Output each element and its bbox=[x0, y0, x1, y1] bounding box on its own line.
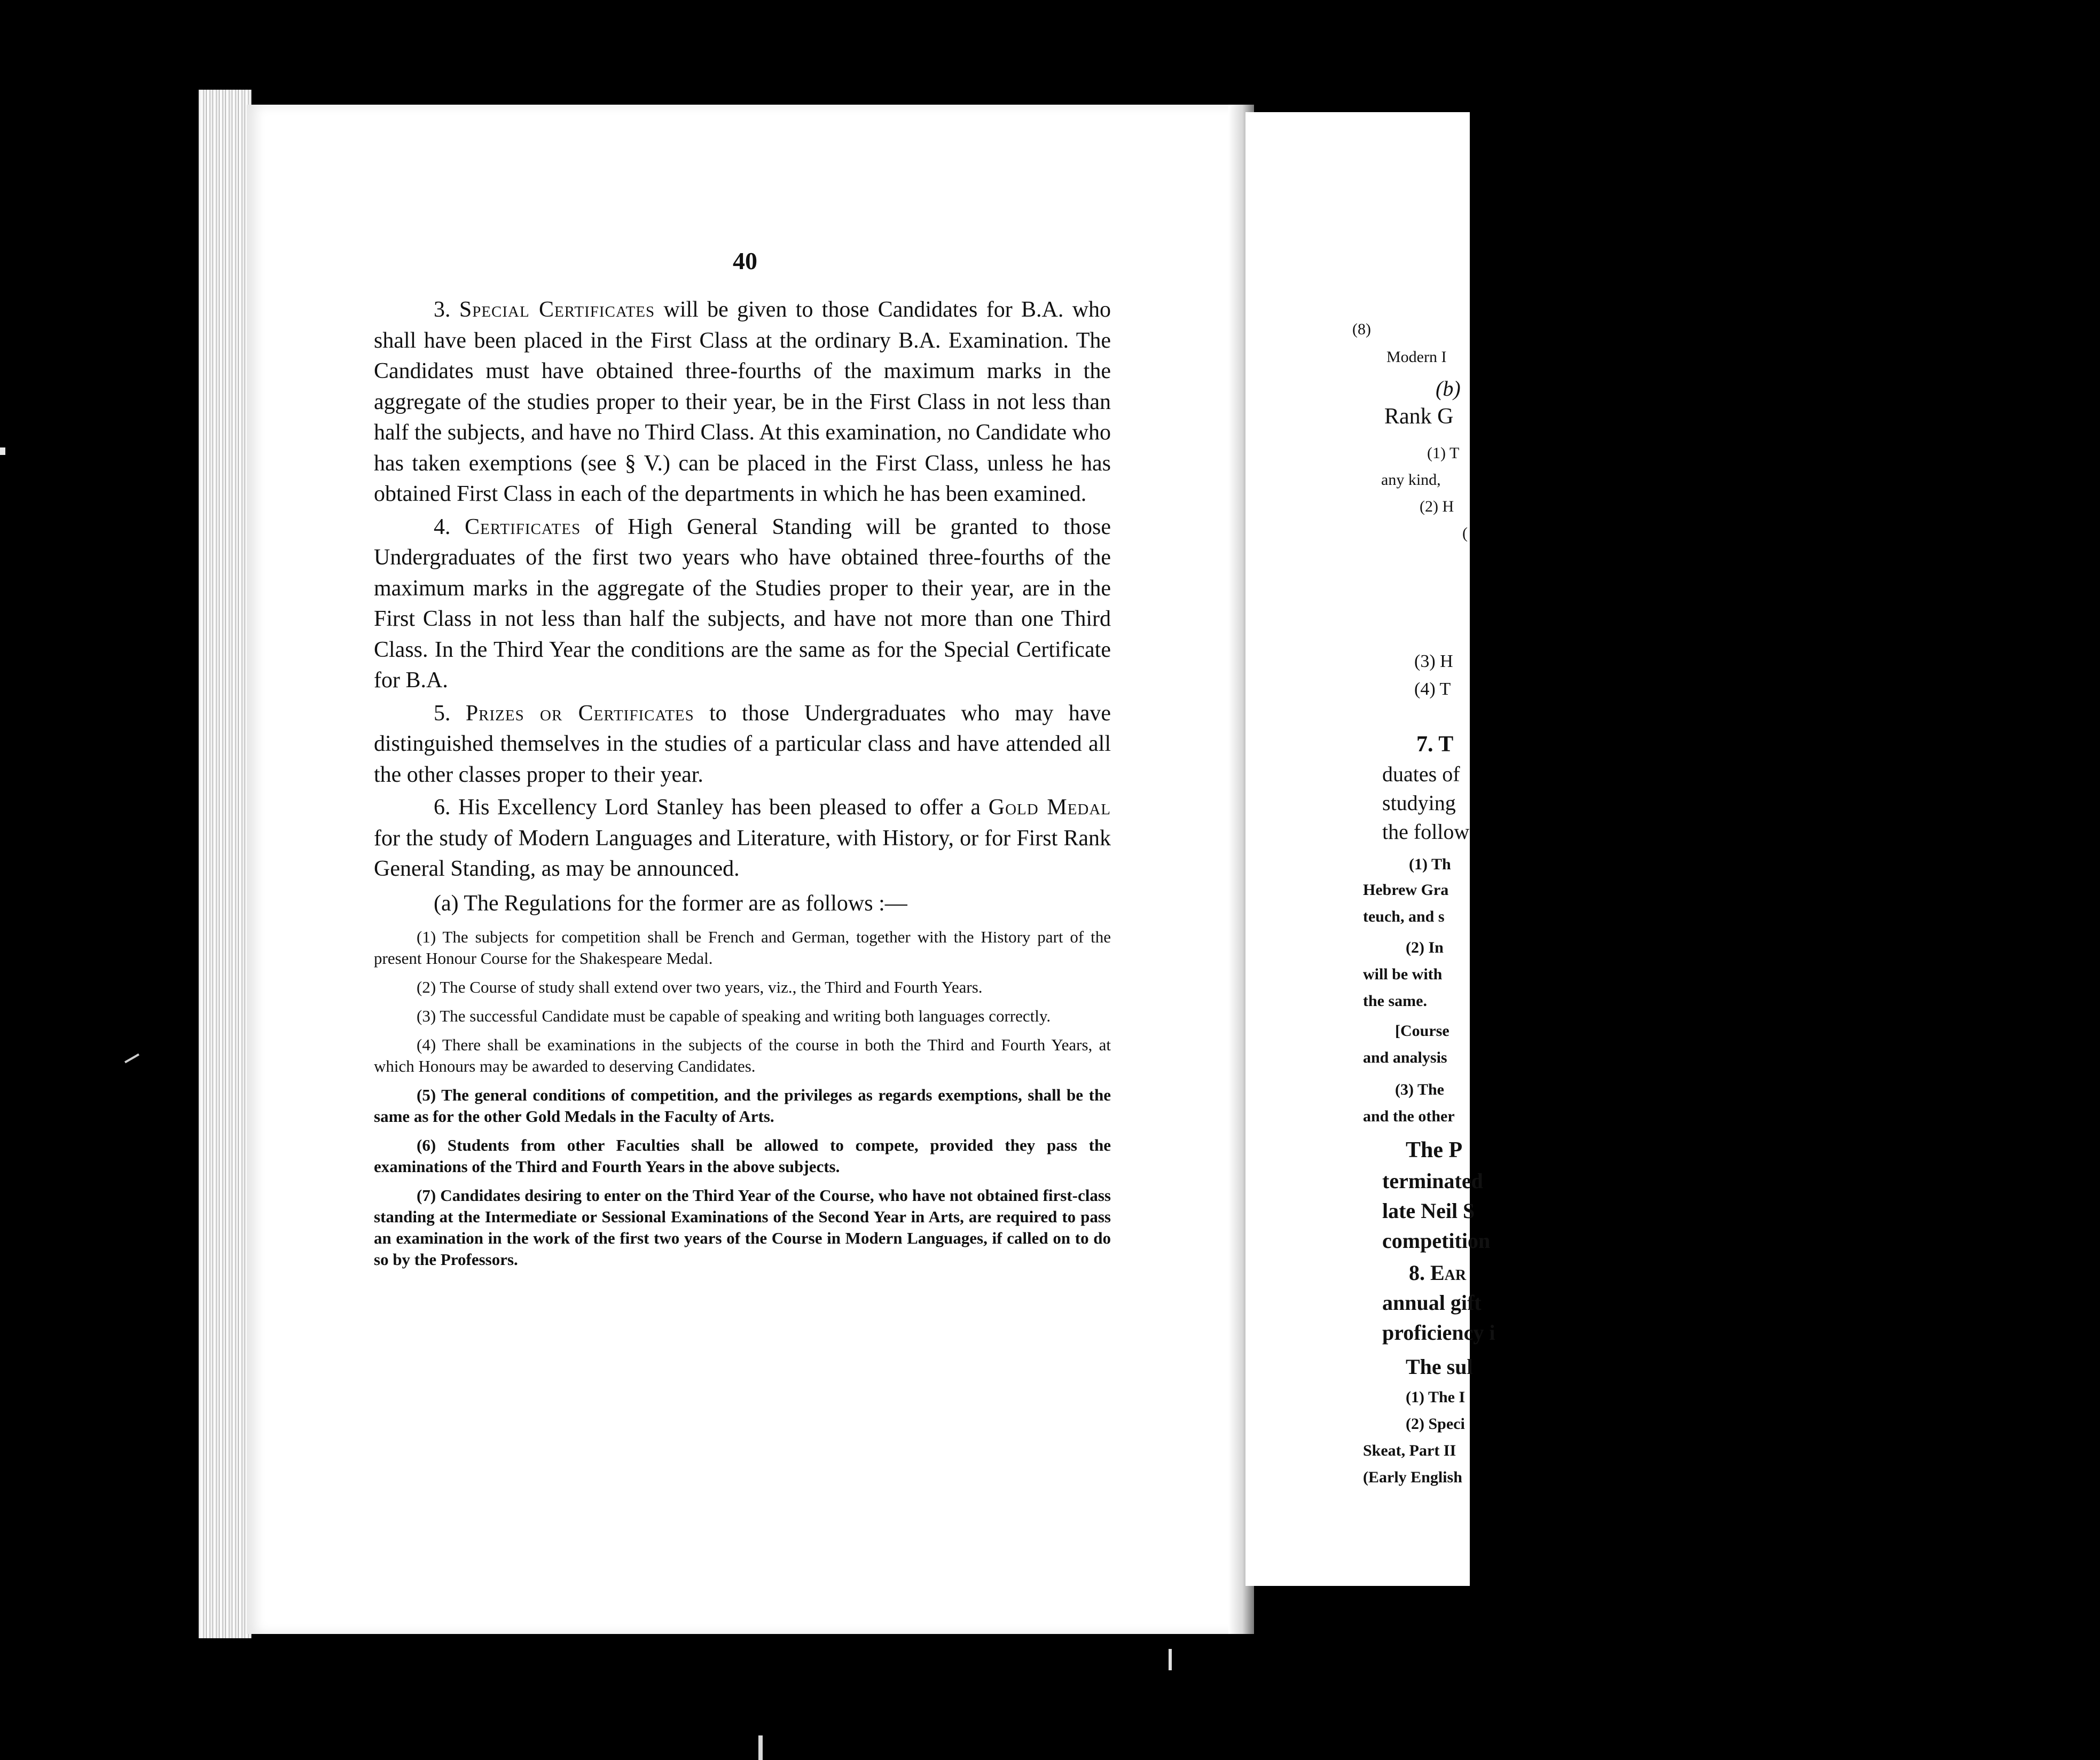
right-page-line: Hebrew Gra bbox=[1363, 881, 1449, 899]
right-page-line: (3) The bbox=[1395, 1081, 1444, 1098]
page-number: 40 bbox=[733, 247, 757, 274]
right-page-line: (4) T bbox=[1414, 679, 1451, 699]
right-page-line: (1) The I bbox=[1406, 1388, 1466, 1406]
right-page-line: (2) Speci bbox=[1406, 1415, 1465, 1433]
right-page-line: The P bbox=[1406, 1138, 1463, 1162]
right-page-line: proficiency i bbox=[1382, 1321, 1495, 1345]
right-page-line: (b) bbox=[1436, 376, 1461, 400]
regulation-item: (6) Students from other Faculties shall be allowed to compete, provided they pass the examinations of the Third and Fourth Years in the above subjects. bbox=[374, 1135, 1111, 1176]
small-caps-heading: Certificates bbox=[465, 514, 581, 539]
regulation-item: (1) The subjects for competition shall be French and German, together with the History part of the present Honour Course for the Shakespeare Medal. bbox=[374, 927, 1111, 968]
paragraph-5 bbox=[374, 698, 1111, 791]
right-page-line: (1) Th bbox=[1409, 855, 1451, 873]
right-page-line: Rank G bbox=[1384, 404, 1454, 429]
paragraph-text: will be given to those Candidates for B.A. who shall have been placed in the First Class at the ordinary B.A. Examination. The Candidates must have obtained three-fourths of the maximum marks in the aggregate of the studies proper to their year, be in the First Class in not less than half the subjects, and have no Third Class. At this examination, no Candidate who has taken exemptions (see § V.) can be placed in the First Class, unless he has obtained First Class in each of the departments in which he has been examined. bbox=[374, 297, 1111, 506]
right-page-line: Skeat, Part II bbox=[1363, 1442, 1456, 1459]
right-page-line: (2) H bbox=[1420, 498, 1454, 515]
scan-artifact bbox=[0, 447, 5, 455]
paragraph-text: of High General Standing will be granted to those Undergraduates of the first two years who have obtained three-fourths of the maximum marks in the aggregate of the Studies proper to their year, are in the First Class in not less than half the subjects, and have not more than one Third Class. In the Third Year the conditions are the same as for the Special Certificate for B.A. bbox=[374, 514, 1111, 693]
paragraph-number: 3. bbox=[434, 297, 451, 322]
right-page-line: (8) bbox=[1352, 320, 1371, 338]
regulation-item: (2) The Course of study shall extend over two years, viz., the Third and Fourth Years. bbox=[417, 977, 983, 996]
right-page-line: terminated bbox=[1382, 1169, 1483, 1193]
small-caps-heading: Special Certificates bbox=[459, 297, 655, 322]
regulations-intro: (a) The Regulations for the former are as follows :— bbox=[434, 891, 907, 916]
right-page-line: The sul bbox=[1406, 1355, 1473, 1379]
paragraph-4 bbox=[374, 512, 1111, 696]
scan-artifact bbox=[1169, 1649, 1172, 1670]
right-page-line: (3) H bbox=[1414, 651, 1453, 671]
regulation-item: (3) The successful Candidate must be capable of speaking and writing both languages correctly. bbox=[417, 1006, 1051, 1025]
paragraph-number: 5. bbox=[434, 701, 451, 726]
right-page-line: 8. Ear bbox=[1409, 1261, 1467, 1285]
right-page-line: will be with bbox=[1363, 965, 1443, 983]
right-page-line: (1) T bbox=[1427, 444, 1460, 462]
right-page-line: studying bbox=[1382, 791, 1456, 815]
small-caps-heading: Prizes or Certificates bbox=[465, 701, 694, 726]
right-page-line: duates of bbox=[1382, 762, 1460, 786]
scan-artifact bbox=[124, 1054, 139, 1063]
right-page-fragment bbox=[1245, 112, 1495, 1586]
right-page-line: Modern I bbox=[1386, 348, 1447, 366]
page-body bbox=[374, 295, 1111, 1270]
right-page-line: (Early English bbox=[1363, 1468, 1462, 1486]
right-page-line: competition bbox=[1382, 1229, 1491, 1253]
book-page-edges bbox=[199, 90, 252, 1638]
right-page-line: the follow bbox=[1382, 820, 1470, 844]
paragraph-6 bbox=[374, 792, 1111, 885]
right-page-line: annual gift bbox=[1382, 1291, 1482, 1315]
right-page-line: any kind, bbox=[1381, 471, 1441, 489]
right-page-line: [Course bbox=[1395, 1022, 1449, 1040]
right-page-line: teuch, and s bbox=[1363, 908, 1445, 925]
regulation-item: (7) Candidates desiring to enter on the Third Year of the Course, who have not obtained first-class standing at the Intermediate or Sessional Examinations of the Second Year in Arts, are required to pass an examination in the work of the first two years of the Course in Modern Languages, if called on to do so by the Professors. bbox=[374, 1185, 1111, 1269]
small-caps-heading: Gold Medal bbox=[988, 795, 1111, 820]
right-page-line: ( bbox=[1462, 524, 1468, 542]
right-page-line: and analysis bbox=[1363, 1049, 1447, 1066]
paragraph-3 bbox=[374, 295, 1111, 510]
paragraph-text: to those Undergraduates who may have distinguished themselves in the studies of a particular class and have attended all the other classes proper to their year. bbox=[374, 701, 1111, 787]
paragraph-text: for the study of Modern Languages and Literature, with History, or for First Rank General Standing, as may be announced. bbox=[374, 826, 1111, 881]
scan-artifact bbox=[758, 1735, 763, 1760]
right-page-line: late Neil S bbox=[1382, 1199, 1475, 1223]
right-page-line: (2) In bbox=[1406, 939, 1444, 956]
regulation-item: (4) There shall be examinations in the subjects of the course in both the Third and Fourth Years, at which Honours may be awarded to deserving Candidates. bbox=[374, 1035, 1111, 1075]
right-page-line: and the other bbox=[1363, 1107, 1455, 1125]
paragraph-text: 6. His Excellency Lord Stanley has been pleased to offer a bbox=[434, 795, 981, 820]
right-page-line: the same. bbox=[1363, 992, 1427, 1010]
paragraph-number: 4. bbox=[434, 514, 451, 539]
regulation-item: (5) The general conditions of competition, and the privileges as regards exemptions, shall be the same as for the other Gold Medals in the Faculty of Arts. bbox=[374, 1085, 1111, 1126]
right-page-line: 7. T bbox=[1416, 732, 1454, 757]
